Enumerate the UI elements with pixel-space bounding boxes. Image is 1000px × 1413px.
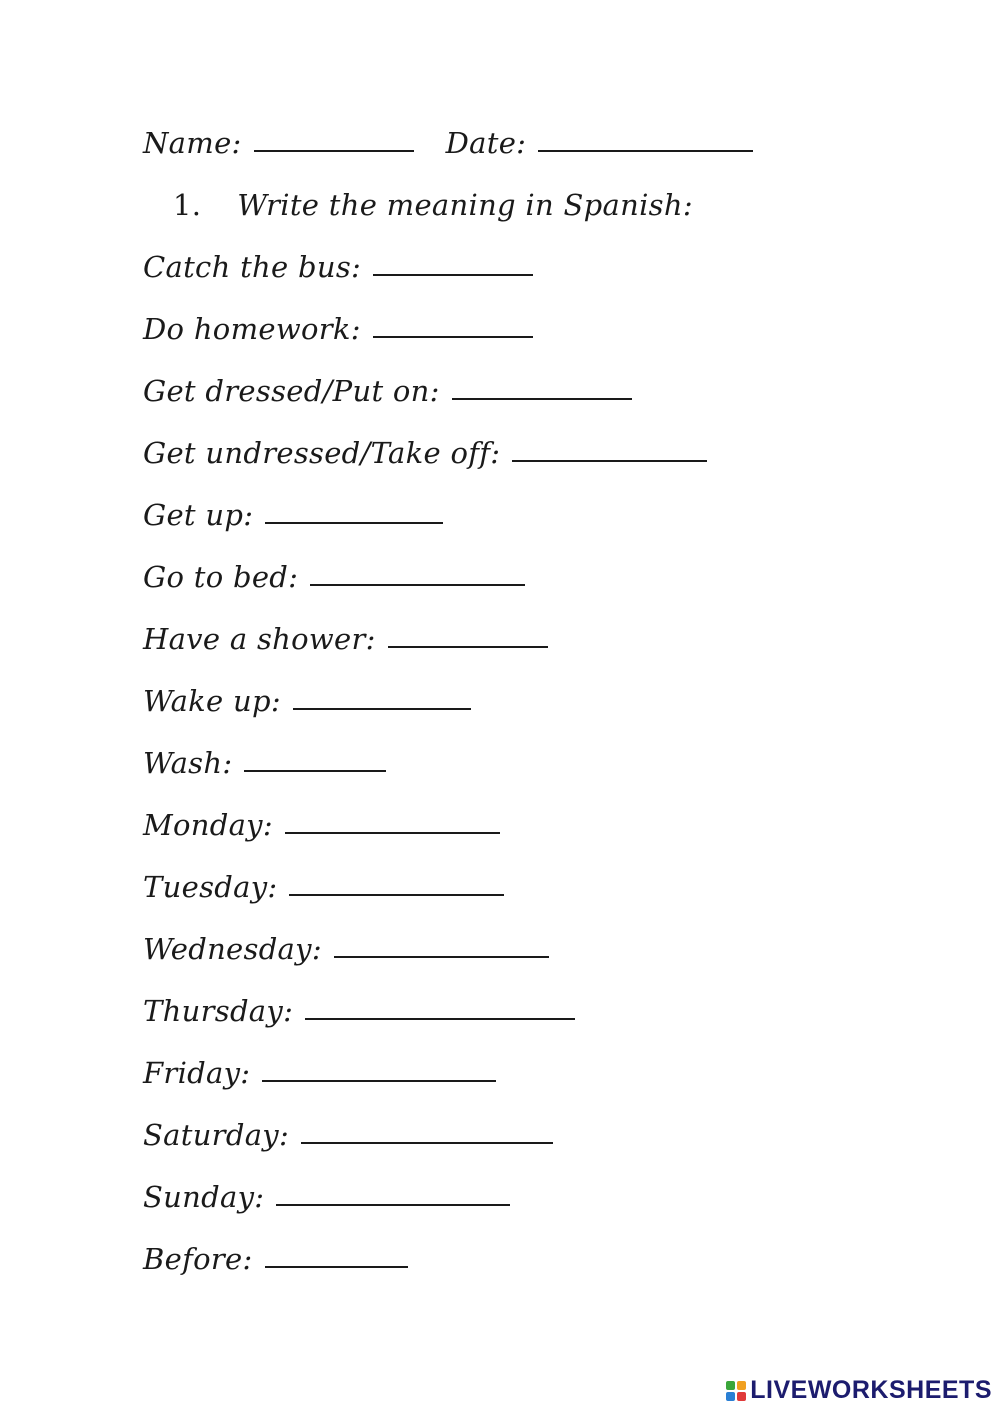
item-row [143,1050,496,1090]
item-label: Sunday: [143,1180,265,1214]
answer-field[interactable] [265,1265,408,1268]
item-label: Get dressed/Put on: [143,374,440,408]
logo-icon [726,1381,746,1401]
item-label: Get undressed/Take off: [143,436,501,470]
item-row [143,306,533,346]
item-row [143,616,548,656]
answer-field[interactable] [293,707,471,710]
answer-field[interactable] [276,1203,510,1206]
answer-field[interactable] [244,769,386,772]
item-label: Do homework: [143,312,361,346]
item-row [143,802,500,842]
item-row [143,864,504,904]
answer-field[interactable] [262,1079,496,1082]
item-row [143,740,386,780]
item-row [143,926,549,966]
answer-field[interactable] [289,893,504,896]
item-label: Thursday: [143,994,294,1028]
item-label: Have a shower: [143,622,376,656]
answer-field[interactable] [452,397,632,400]
instruction-number: 1. [173,188,202,222]
name-label: Name: [143,126,242,160]
item-row [143,678,471,718]
date-label: Date: [445,126,527,160]
item-label: Before: [143,1242,253,1276]
answer-field[interactable] [305,1017,575,1020]
answer-field[interactable] [373,335,533,338]
instruction-text: Write the meaning in Spanish: [237,188,693,222]
logo-square-icon [726,1392,735,1401]
logo-square-icon [737,1392,746,1401]
item-label: Friday: [143,1056,251,1090]
answer-field[interactable] [285,831,500,834]
item-row [143,988,575,1028]
date-field[interactable] [538,149,753,152]
answer-field[interactable] [334,955,549,958]
liveworksheets-logo [726,1376,992,1405]
item-label: Get up: [143,498,254,532]
answer-field[interactable] [265,521,443,524]
item-row [143,368,632,408]
name-date-row [143,120,753,160]
item-row [143,244,533,284]
item-row [143,430,707,470]
answer-field[interactable] [388,645,548,648]
item-row [143,1112,553,1152]
instruction [173,182,693,222]
name-field[interactable] [254,149,414,152]
brand-name: LIVEWORKSHEETS [750,1376,992,1404]
answer-field[interactable] [373,273,533,276]
item-label: Saturday: [143,1118,290,1152]
item-label: Wash: [143,746,233,780]
answer-field[interactable] [310,583,525,586]
item-row [143,492,443,532]
answer-field[interactable] [301,1141,553,1144]
item-row [143,1236,408,1276]
item-label: Monday: [143,808,273,842]
item-label: Catch the bus: [143,250,362,284]
item-label: Wake up: [143,684,281,718]
item-label: Tuesday: [143,870,278,904]
item-label: Wednesday: [143,932,322,966]
item-label: Go to bed: [143,560,299,594]
logo-square-icon [726,1381,735,1390]
item-row [143,554,525,594]
logo-square-icon [737,1381,746,1390]
answer-field[interactable] [512,459,707,462]
item-row [143,1174,510,1214]
